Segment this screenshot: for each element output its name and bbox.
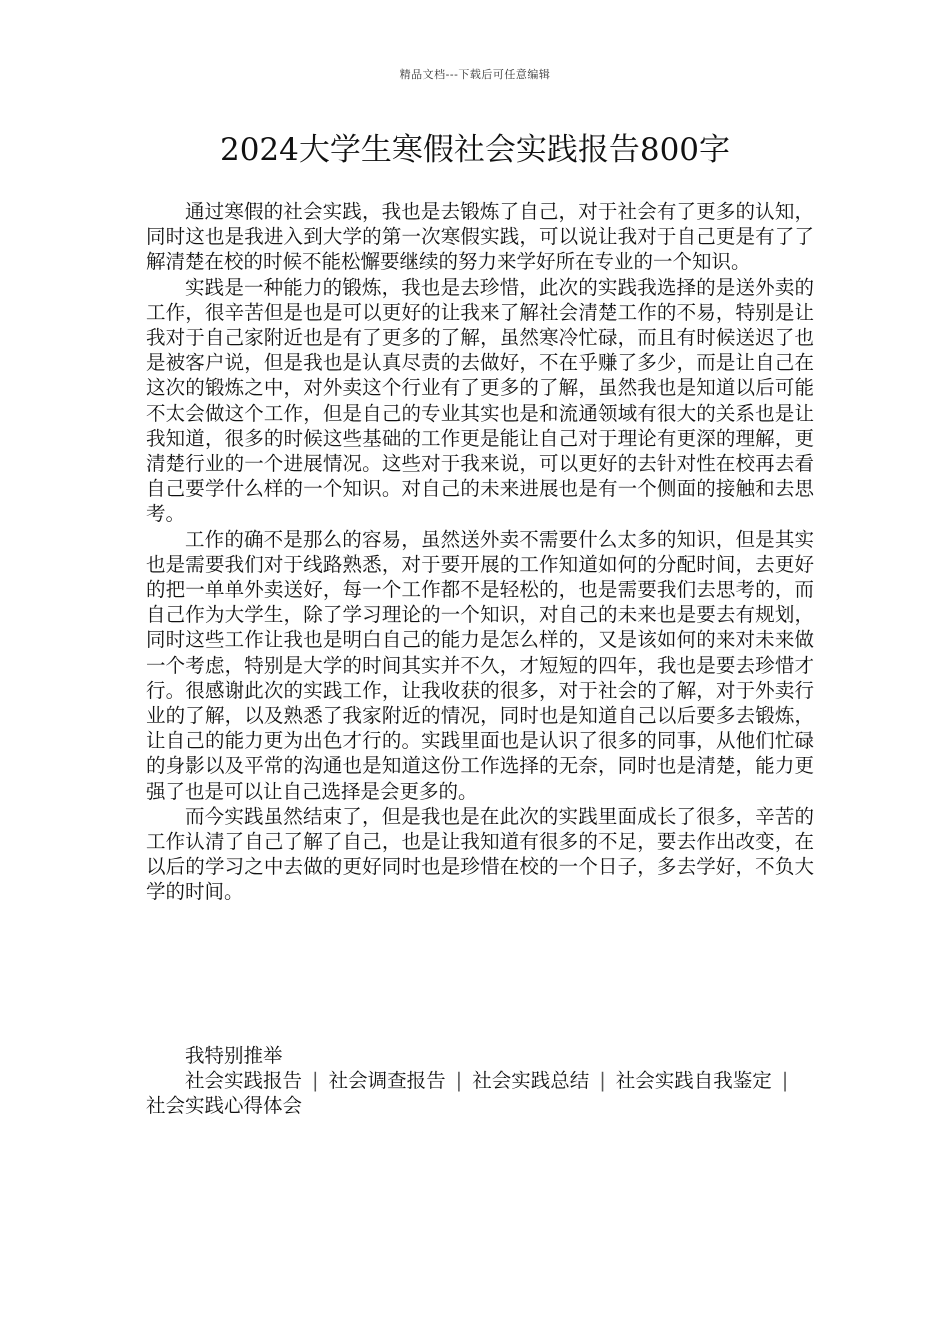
link-separator: | <box>312 1069 319 1093</box>
body-paragraph: 实践是一种能力的锻炼，我也是去珍惜，此次的实践我选择的是送外卖的工作，很辛苦但是也是可以更好的让我来了解社会清楚工作的不易，特别是让我对于自己家附近也是有了更多的了解，虽然寒冷忙碌，而且有时候送迟了也是被客户说，但是我也是认真尽责的去做好，不在乎赚了多少，而是让自己在这次的锻炼之中，对外卖这个行业有了更多的了解，虽然我也是知道以后可能不太会做这个工作，但是自己的专业其实也是和流通领域有很大的关系也是让我知道，很多的时候这些基础的工作更是能让自己对于理论有更深的理解，更清楚行业的一个进展情况。这些对于我来说，可以更好的去针对性在校再去看自己要学什么样的一个知识。对自己的未来进展也是有一个侧面的接触和去思考。 <box>146 275 814 526</box>
recommend-links <box>146 1068 814 1118</box>
body-paragraph: 工作的确不是那么的容易，虽然送外卖不需要什么太多的知识，但是其实也是需要我们对于线路熟悉，对于要开展的工作知道如何的分配时间，去更好的把一单单外卖送好，每一个工作都不是轻松的，也是需要我们去思考的，而自己作为大学生，除了学习理论的一个知识，对自己的未来也是要去有规划，同时这些工作让我也是明白自己的能力是怎么样的，又是该如何的来对未来做一个考虑，特别是大学的时间其实并不久，才短短的四年，我也是要去珍惜才行。很感谢此次的实践工作，让我收获的很多，对于社会的了解，对于外卖行业的了解，以及熟悉了我家附近的情况，同时也是知道自己以后要多去锻炼，让自己的能力更为出色才行的。实践里面也是认识了很多的同事，从他们忙碌的身影以及平常的沟通也是知道这份工作选择的无奈，同时也是清楚，能力更强了也是可以让自己选择是会更多的。 <box>146 527 814 803</box>
recommend-link[interactable]: 社会调查报告 <box>328 1069 446 1093</box>
link-separator: | <box>455 1069 463 1093</box>
recommend-link[interactable]: 社会实践总结 <box>472 1069 590 1093</box>
body-paragraph: 通过寒假的社会实践，我也是去锻炼了自己，对于社会有了更多的认知，同时这也是我进入到大学的第一次寒假实践，可以说让我对于自己更是有了了解清楚在校的时候不能松懈要继续的努力来学好所在专业的一个知识。 <box>146 200 814 274</box>
link-separator: | <box>781 1069 789 1093</box>
document-body <box>146 199 814 905</box>
recommend-link[interactable]: 社会实践心得体会 <box>146 1094 303 1118</box>
recommend-heading: 我特别推举 <box>185 1044 283 1067</box>
recommend-section <box>146 1043 814 1119</box>
body-paragraph: 而今实践虽然结束了，但是我也是在此次的实践里面成长了很多，辛苦的工作认清了自己了解了自己，也是让我知道有很多的不足，要去作出改变，在以后的学习之中去做的更好同时也是珍惜在校的一个日子，多去学好，不负大学的时间。 <box>146 804 814 904</box>
link-separator: | <box>599 1069 606 1093</box>
header-note: 精品文档---下载后可任意编辑 <box>399 68 551 81</box>
document-title: 2024大学生寒假社会实践报告800字 <box>219 132 731 168</box>
recommend-link[interactable]: 社会实践自我鉴定 <box>615 1069 772 1093</box>
recommend-link[interactable]: 社会实践报告 <box>185 1069 303 1093</box>
